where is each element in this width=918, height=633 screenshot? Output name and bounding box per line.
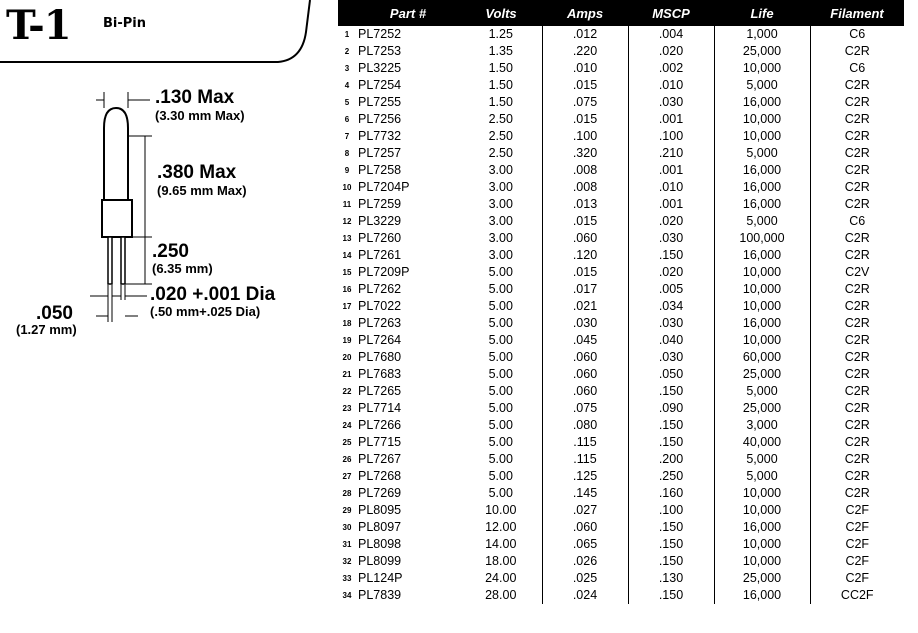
row-index: 15 (342, 268, 352, 277)
table-row (338, 485, 904, 502)
cell-part-number: PL7269 (358, 486, 402, 500)
cell-volts: 3.00 (460, 247, 542, 264)
row-index: 12 (342, 217, 352, 226)
cell-volts: 24.00 (460, 570, 542, 587)
dim-pin-length-in: .250 (152, 241, 189, 262)
cell-filament: C2F (845, 503, 870, 517)
cell-part-number: PL7683 (358, 367, 402, 381)
table-row (338, 332, 904, 349)
cell-amps: .145 (542, 485, 628, 502)
cell-life: 16,000 (714, 247, 810, 264)
row-index: 23 (342, 404, 352, 413)
cell-amps: .125 (542, 468, 628, 485)
cell-life: 16,000 (714, 94, 810, 111)
cell-volts: 3.00 (460, 230, 542, 247)
cell-filament: C2R (844, 129, 870, 143)
cell-life: 16,000 (714, 196, 810, 213)
cell-filament: C6 (849, 214, 866, 228)
cell-part-number: PL7839 (358, 588, 402, 602)
cell-filament: C2R (844, 163, 870, 177)
table-row (338, 128, 904, 145)
table-row (338, 145, 904, 162)
cell-amps: .017 (542, 281, 628, 298)
table-row (338, 162, 904, 179)
table-row (338, 281, 904, 298)
cell-life: 1,000 (714, 26, 810, 43)
cell-filament: C2R (844, 316, 870, 330)
cell-filament: C2R (844, 384, 870, 398)
cell-filament: C2V (845, 265, 870, 279)
cell-part-number: PL7022 (358, 299, 402, 313)
row-index: 19 (342, 336, 352, 345)
cell-filament: C6 (849, 27, 866, 41)
column-header-volts: Volts (460, 0, 542, 26)
cell-amps: .030 (542, 315, 628, 332)
cell-filament: C2R (844, 44, 870, 58)
cell-filament: C2R (844, 282, 870, 296)
table-row (338, 383, 904, 400)
column-header-filament: Filament (810, 0, 904, 26)
dim-pin-spacing-in: .050 (36, 303, 73, 324)
cell-mscp: .150 (628, 247, 714, 264)
cell-mscp: .130 (628, 570, 714, 587)
cell-life: 16,000 (714, 179, 810, 196)
cell-life: 10,000 (714, 553, 810, 570)
row-index: 30 (342, 523, 352, 532)
cell-filament: C2R (844, 197, 870, 211)
cell-part-number: PL8098 (358, 537, 402, 551)
cell-life: 5,000 (714, 145, 810, 162)
table-row (338, 536, 904, 553)
row-index: 26 (342, 455, 352, 464)
cell-amps: .025 (542, 570, 628, 587)
cell-part-number: PL7266 (358, 418, 402, 432)
cell-filament: C2R (844, 299, 870, 313)
cell-mscp: .010 (628, 179, 714, 196)
cell-life: 60,000 (714, 349, 810, 366)
cell-amps: .015 (542, 111, 628, 128)
cell-filament: C2R (844, 452, 870, 466)
cell-life: 100,000 (714, 230, 810, 247)
row-index: 10 (342, 183, 352, 192)
cell-volts: 14.00 (460, 536, 542, 553)
cell-filament: C2R (844, 367, 870, 381)
cell-part-number: PL7268 (358, 469, 402, 483)
cell-life: 25,000 (714, 400, 810, 417)
cell-amps: .060 (542, 349, 628, 366)
cell-part-number: PL7253 (358, 44, 402, 58)
cell-filament: C2F (845, 537, 870, 551)
dim-length-mm: (9.65 mm Max) (157, 183, 247, 198)
table-row (338, 519, 904, 536)
lamp-spec-panel (0, 0, 336, 633)
cell-part-number: PL7680 (358, 350, 402, 364)
cell-amps: .027 (542, 502, 628, 519)
row-index: 1 (344, 30, 350, 39)
cell-mscp: .030 (628, 94, 714, 111)
cell-volts: 28.00 (460, 587, 542, 604)
cell-amps: .115 (542, 451, 628, 468)
cell-life: 10,000 (714, 281, 810, 298)
cell-mscp: .020 (628, 213, 714, 230)
table-row (338, 451, 904, 468)
cell-volts: 10.00 (460, 502, 542, 519)
cell-life: 10,000 (714, 128, 810, 145)
cell-part-number: PL7255 (358, 95, 402, 109)
cell-life: 10,000 (714, 111, 810, 128)
table-row (338, 315, 904, 332)
lamp-type-title: T-1 (6, 2, 71, 49)
table-body (338, 26, 904, 604)
cell-amps: .045 (542, 332, 628, 349)
table-row (338, 349, 904, 366)
table-row (338, 400, 904, 417)
cell-filament: C2R (844, 435, 870, 449)
cell-volts: 5.00 (460, 264, 542, 281)
cell-volts: 5.00 (460, 383, 542, 400)
cell-amps: .024 (542, 587, 628, 604)
column-header-amps: Amps (542, 0, 628, 26)
cell-filament: C2F (845, 554, 870, 568)
column-header-index (338, 0, 356, 26)
cell-life: 10,000 (714, 502, 810, 519)
row-index: 3 (344, 64, 350, 73)
cell-mscp: .010 (628, 77, 714, 94)
cell-part-number: PL124P (358, 571, 403, 585)
dim-diameter-in: .130 Max (155, 87, 235, 108)
row-index: 29 (342, 506, 352, 515)
cell-life: 5,000 (714, 213, 810, 230)
cell-life: 16,000 (714, 519, 810, 536)
cell-mscp: .020 (628, 43, 714, 60)
row-index: 28 (342, 489, 352, 498)
row-index: 14 (342, 251, 352, 260)
cell-mscp: .020 (628, 264, 714, 281)
table-row (338, 570, 904, 587)
cell-part-number: PL3229 (358, 214, 402, 228)
cell-volts: 5.00 (460, 468, 542, 485)
cell-life: 16,000 (714, 162, 810, 179)
cell-amps: .065 (542, 536, 628, 553)
cell-volts: 3.00 (460, 162, 542, 179)
cell-amps: .008 (542, 162, 628, 179)
row-index: 11 (342, 200, 352, 209)
cell-amps: .060 (542, 383, 628, 400)
row-index: 24 (342, 421, 352, 430)
cell-mscp: .004 (628, 26, 714, 43)
cell-amps: .100 (542, 128, 628, 145)
cell-amps: .010 (542, 60, 628, 77)
row-index: 20 (342, 353, 352, 362)
row-index: 2 (344, 47, 350, 56)
cell-life: 3,000 (714, 417, 810, 434)
cell-filament: C2R (844, 95, 870, 109)
cell-filament: C2R (844, 401, 870, 415)
row-index: 17 (342, 302, 352, 311)
dim-pin-spacing-mm: (1.27 mm) (16, 322, 77, 337)
cell-filament: C2R (844, 333, 870, 347)
cell-amps: .120 (542, 247, 628, 264)
table-row (338, 94, 904, 111)
cell-mscp: .001 (628, 196, 714, 213)
cell-mscp: .100 (628, 502, 714, 519)
cell-part-number: PL7260 (358, 231, 402, 245)
cell-filament: C2R (844, 78, 870, 92)
cell-amps: .015 (542, 264, 628, 281)
table-row (338, 468, 904, 485)
cell-mscp: .005 (628, 281, 714, 298)
cell-mscp: .210 (628, 145, 714, 162)
table-row (338, 60, 904, 77)
row-index: 7 (344, 132, 350, 141)
cell-volts: 5.00 (460, 417, 542, 434)
cell-part-number: PL7264 (358, 333, 402, 347)
cell-life: 10,000 (714, 332, 810, 349)
cell-life: 10,000 (714, 264, 810, 281)
cell-volts: 2.50 (460, 128, 542, 145)
cell-volts: 1.25 (460, 26, 542, 43)
cell-filament: CC2F (840, 588, 874, 602)
cell-life: 10,000 (714, 536, 810, 553)
dim-pin-length-mm: (6.35 mm) (152, 261, 213, 276)
table-row (338, 298, 904, 315)
cell-part-number: PL7261 (358, 248, 402, 262)
cell-amps: .060 (542, 519, 628, 536)
cell-filament: C6 (849, 61, 866, 75)
cell-part-number: PL7267 (358, 452, 402, 466)
cell-filament: C2R (844, 248, 870, 262)
row-index: 21 (342, 370, 352, 379)
cell-part-number: PL7259 (358, 197, 402, 211)
cell-mscp: .090 (628, 400, 714, 417)
cell-mscp: .030 (628, 230, 714, 247)
row-index: 25 (342, 438, 352, 447)
cell-mscp: .150 (628, 519, 714, 536)
cell-filament: C2R (844, 112, 870, 126)
cell-mscp: .150 (628, 434, 714, 451)
column-header-life: Life (714, 0, 810, 26)
cell-life: 25,000 (714, 366, 810, 383)
cell-part-number: PL7715 (358, 435, 402, 449)
column-header-part: Part # (356, 0, 460, 26)
cell-volts: 1.50 (460, 60, 542, 77)
cell-mscp: .002 (628, 60, 714, 77)
cell-mscp: .001 (628, 111, 714, 128)
row-index: 4 (344, 81, 350, 90)
row-index: 34 (342, 591, 352, 600)
cell-volts: 5.00 (460, 400, 542, 417)
row-index: 22 (342, 387, 352, 396)
row-index: 8 (344, 149, 350, 158)
cell-mscp: .150 (628, 383, 714, 400)
table-row (338, 77, 904, 94)
cell-volts: 18.00 (460, 553, 542, 570)
row-index: 5 (344, 98, 350, 107)
lamp-base-subtitle: Bi-Pin (103, 16, 146, 31)
cell-volts: 5.00 (460, 485, 542, 502)
cell-part-number: PL7209P (358, 265, 410, 279)
cell-filament: C2R (844, 231, 870, 245)
cell-part-number: PL7257 (358, 146, 402, 160)
cell-volts: 5.00 (460, 315, 542, 332)
cell-amps: .060 (542, 230, 628, 247)
cell-filament: C2R (844, 418, 870, 432)
cell-amps: .021 (542, 298, 628, 315)
cell-mscp: .100 (628, 128, 714, 145)
cell-mscp: .200 (628, 451, 714, 468)
cell-volts: 1.50 (460, 77, 542, 94)
cell-life: 5,000 (714, 451, 810, 468)
cell-life: 25,000 (714, 570, 810, 587)
cell-life: 25,000 (714, 43, 810, 60)
cell-amps: .012 (542, 26, 628, 43)
dim-pin-diameter-in: .020 +.001 Dia (150, 284, 276, 305)
cell-amps: .060 (542, 366, 628, 383)
cell-volts: 12.00 (460, 519, 542, 536)
table-row (338, 366, 904, 383)
cell-filament: C2F (845, 571, 870, 585)
cell-amps: .008 (542, 179, 628, 196)
table-row (338, 196, 904, 213)
table-row (338, 230, 904, 247)
cell-life: 10,000 (714, 298, 810, 315)
row-index: 31 (342, 540, 352, 549)
cell-amps: .075 (542, 400, 628, 417)
table-row (338, 502, 904, 519)
cell-volts: 5.00 (460, 349, 542, 366)
cell-part-number: PL7252 (358, 27, 402, 41)
table-row (338, 264, 904, 281)
column-header-mscp: MSCP (628, 0, 714, 26)
cell-filament: C2R (844, 350, 870, 364)
cell-filament: C2R (844, 469, 870, 483)
table-row (338, 417, 904, 434)
cell-life: 10,000 (714, 485, 810, 502)
table-row (338, 434, 904, 451)
table-row (338, 179, 904, 196)
lamp-spec-table (338, 0, 904, 604)
cell-amps: .220 (542, 43, 628, 60)
cell-amps: .080 (542, 417, 628, 434)
cell-volts: 5.00 (460, 434, 542, 451)
cell-volts: 5.00 (460, 332, 542, 349)
cell-life: 5,000 (714, 383, 810, 400)
table-row (338, 26, 904, 43)
cell-part-number: PL3225 (358, 61, 402, 75)
cell-volts: 2.50 (460, 145, 542, 162)
cell-filament: C2R (844, 486, 870, 500)
table-row (338, 587, 904, 604)
cell-life: 5,000 (714, 468, 810, 485)
cell-part-number: PL7262 (358, 282, 402, 296)
table-row (338, 43, 904, 60)
table-row (338, 553, 904, 570)
cell-part-number: PL7254 (358, 78, 402, 92)
cell-amps: .015 (542, 77, 628, 94)
dim-diameter-mm: (3.30 mm Max) (155, 108, 245, 123)
row-index: 13 (342, 234, 352, 243)
cell-volts: 3.00 (460, 179, 542, 196)
cell-part-number: PL7263 (358, 316, 402, 330)
cell-filament: C2R (844, 180, 870, 194)
cell-mscp: .160 (628, 485, 714, 502)
table-row (338, 111, 904, 128)
cell-filament: C2R (844, 146, 870, 160)
cell-life: 16,000 (714, 587, 810, 604)
cell-part-number: PL8099 (358, 554, 402, 568)
cell-volts: 3.00 (460, 213, 542, 230)
cell-life: 40,000 (714, 434, 810, 451)
cell-amps: .075 (542, 94, 628, 111)
row-index: 18 (342, 319, 352, 328)
cell-mscp: .030 (628, 349, 714, 366)
cell-mscp: .150 (628, 417, 714, 434)
table-row (338, 213, 904, 230)
cell-mscp: .034 (628, 298, 714, 315)
lamp-spec-table-panel (338, 0, 918, 633)
cell-mscp: .040 (628, 332, 714, 349)
cell-amps: .115 (542, 434, 628, 451)
cell-life: 16,000 (714, 315, 810, 332)
cell-mscp: .150 (628, 587, 714, 604)
cell-mscp: .250 (628, 468, 714, 485)
cell-part-number: PL7256 (358, 112, 402, 126)
cell-part-number: PL7732 (358, 129, 402, 143)
row-index: 9 (344, 166, 350, 175)
row-index: 33 (342, 574, 352, 583)
row-index: 16 (342, 285, 352, 294)
cell-volts: 2.50 (460, 111, 542, 128)
table-header-row (338, 0, 904, 26)
cell-amps: .320 (542, 145, 628, 162)
row-index: 32 (342, 557, 352, 566)
row-index: 6 (344, 115, 350, 124)
cell-volts: 5.00 (460, 366, 542, 383)
cell-volts: 5.00 (460, 281, 542, 298)
bulb-outline (102, 108, 132, 284)
cell-part-number: PL7258 (358, 163, 402, 177)
cell-part-number: PL7714 (358, 401, 402, 415)
cell-part-number: PL7204P (358, 180, 410, 194)
cell-amps: .013 (542, 196, 628, 213)
cell-amps: .015 (542, 213, 628, 230)
cell-mscp: .150 (628, 536, 714, 553)
cell-mscp: .150 (628, 553, 714, 570)
table-row (338, 247, 904, 264)
cell-part-number: PL7265 (358, 384, 402, 398)
cell-volts: 1.35 (460, 43, 542, 60)
cell-volts: 3.00 (460, 196, 542, 213)
cell-volts: 1.50 (460, 94, 542, 111)
cell-part-number: PL8097 (358, 520, 402, 534)
row-index: 27 (342, 472, 352, 481)
cell-life: 10,000 (714, 60, 810, 77)
cell-mscp: .001 (628, 162, 714, 179)
cell-volts: 5.00 (460, 298, 542, 315)
cell-mscp: .050 (628, 366, 714, 383)
dim-pin-diameter-mm: (.50 mm+.025 Dia) (150, 304, 261, 319)
cell-part-number: PL8095 (358, 503, 402, 517)
cell-volts: 5.00 (460, 451, 542, 468)
dim-length-in: .380 Max (157, 162, 237, 183)
cell-filament: C2F (845, 520, 870, 534)
cell-life: 5,000 (714, 77, 810, 94)
cell-amps: .026 (542, 553, 628, 570)
cell-mscp: .030 (628, 315, 714, 332)
